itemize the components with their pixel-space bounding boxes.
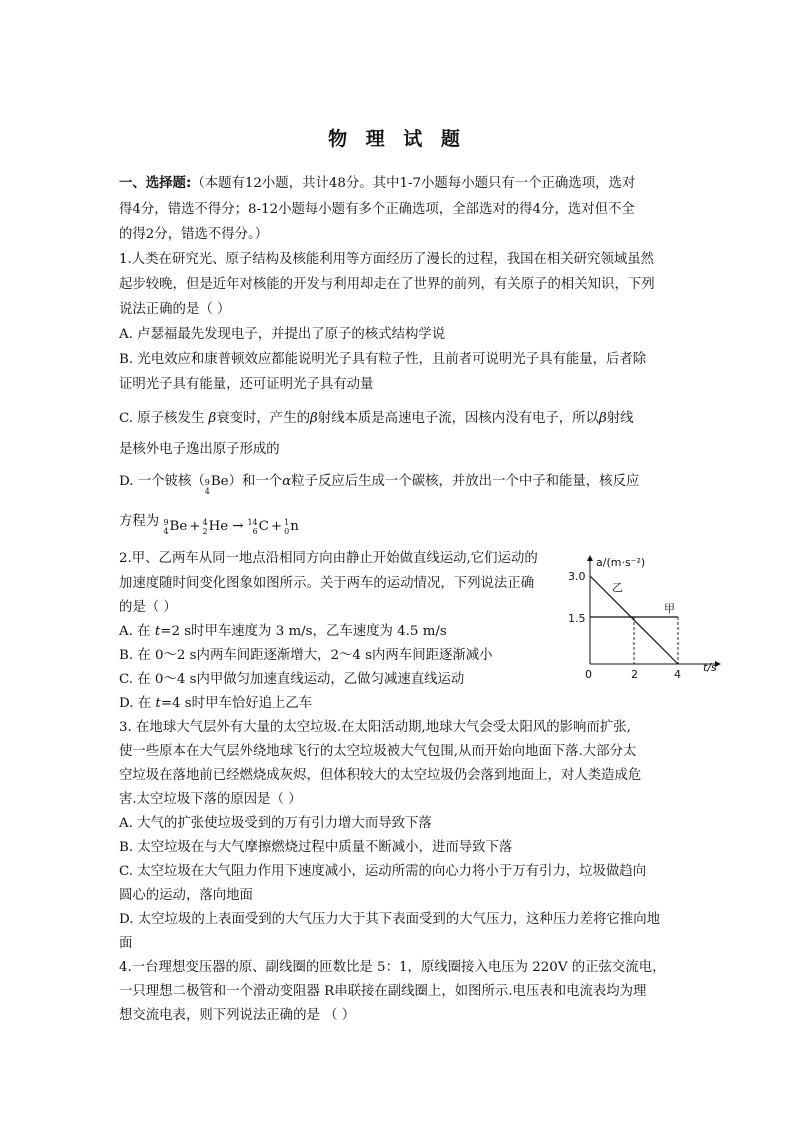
q3-option-c-line-2: 圆心的运动，落向地面 <box>119 888 253 903</box>
q3-option-a: A. 大气的扩张使垃圾受到的万有引力增大而导致下落 <box>119 816 432 831</box>
q2-stem-line-2: 加速度随时间变化图象如图所示。关于两车的运动情况，下列说法正确 <box>119 576 535 591</box>
q3-option-d-line-1: D. 太空垃圾的上表面受到的大气压力大于其下表面受到的大气压力，这种压力差将它推向地 <box>119 912 661 927</box>
q1-option-d-line-2: 方程为 9 4 Be + 4 2 He → 14 6 C + 1 0 n <box>119 514 299 536</box>
page-title: 物 理 试 题 <box>328 128 466 150</box>
q3-option-d-line-2: 面 <box>119 936 133 951</box>
q1-option-b-line-1: B. 光电效应和康普顿效应都能说明光子具有粒子性，且前者可说明光子具有能量，后者除 <box>119 352 647 367</box>
x-tick-4: 4 <box>674 668 681 680</box>
nuclear-equation: 9 4 Be + 4 2 He → 14 6 C + 1 0 n <box>163 518 299 536</box>
q3-line-4: 害.太空垃圾下落的原因是（ ） <box>119 792 302 807</box>
beta-symbol: β <box>309 411 318 426</box>
q3-line-2: 使一些原本在大气层外绕地球飞行的太空垃圾被大气包围,从而开始向地面下落.大部分太 <box>119 744 637 759</box>
section-intro-line-2: 得4分，错选不得分；8-12小题每小题有多个正确选项，全部选对的得4分，选对但不全 <box>119 202 635 217</box>
acceleration-time-graph <box>560 550 740 680</box>
q1-option-a: A. 卢瑟福最先发现电子，并提出了原子的核式结构学说 <box>119 327 446 342</box>
section-intro-text: （本题有12小题，共计48分。其中1-7小题每小题只有一个正确选项，选对 <box>191 176 636 191</box>
x-tick-0: 0 <box>585 668 592 680</box>
section-intro-line-1 <box>119 174 635 194</box>
beta-symbol: β <box>598 411 607 426</box>
q2-option-d: D. 在 t=4 s时甲车恰好追上乙车 <box>119 696 313 711</box>
label-yi: 乙 <box>612 581 623 594</box>
q3-option-b: B. 太空垃圾在与大气摩擦燃烧过程中质量不断减小，进而导致下落 <box>119 840 513 855</box>
q4-line-3: 想交流电表，则下列说法正确的是 （ ） <box>119 1008 356 1023</box>
y-tick-3: 3.0 <box>568 570 586 583</box>
section-heading: 一、选择题: <box>119 176 192 191</box>
beryllium-nuclide: 9 4 <box>204 478 210 496</box>
q1-stem-line-3: 说法正确的是（ ） <box>119 302 231 317</box>
q2-option-c: C. 在 0～4 s内甲做匀加速直线运动，乙做匀减速直线运动 <box>119 672 465 687</box>
x-tick-2: 2 <box>631 668 638 680</box>
q2-option-a: A. 在 t=2 s时甲车速度为 3 m/s，乙车速度为 4.5 m/s <box>119 624 447 639</box>
q1-stem-line-2: 起步较晚，但是近年对核能的开发与利用却走在了世界的前列，有关原子的相关知识，下列 <box>119 277 655 292</box>
q1-option-c-line-2: 是核外电子逸出原子形成的 <box>119 442 280 457</box>
section-intro-line-3: 的得2分，错选不得分。） <box>119 227 269 242</box>
q1-option-d-line-1: D. 一个铍核（ 9 4 Be）和一个α粒子反应后生成一个碳核，并放出一个中子和能量，核反应 <box>119 474 640 496</box>
alpha-symbol: α <box>282 474 292 489</box>
q4-line-1: 4.一台理想变压器的原、副线圈的匝数比是 5：1，原线圈接入电压为 220V 的正弦交流电， <box>119 960 666 975</box>
label-jia: 甲 <box>664 602 675 615</box>
q1-option-c-line-1: C. 原子核发生 β衰变时，产生的β射线本质是高速电子流，因核内没有电子，所以β射线 <box>119 411 634 426</box>
y-tick-1-5: 1.5 <box>568 612 586 625</box>
q3-option-c-line-1: C. 太空垃圾在大气阻力作用下速度减小，运动所需的向心力将小于万有引力，垃圾做趋向 <box>119 864 647 879</box>
beta-symbol: β <box>208 411 217 426</box>
y-axis-label: a/(m·s⁻²) <box>596 556 646 569</box>
q4-line-2: 一只理想二极管和一个滑动变阻器 R串联接在副线圈上，如图所示.电压表和电流表均为理 <box>119 984 647 999</box>
q2-stem-line-3: 的是（ ） <box>119 600 177 615</box>
q3-line-1: 3. 在地球大气层外有大量的太空垃圾.在太阳活动期,地球大气会受太阳风的影响而扩张, <box>119 720 631 735</box>
x-axis-label: t/s <box>703 661 717 674</box>
q2-stem-line-1: 2.甲、乙两车从同一地点沿相同方向由静止开始做直线运动,它们运动的 <box>119 551 538 566</box>
q3-line-3: 空垃圾在落地前已经燃烧成灰烬，但体积较大的太空垃圾仍会落到地面上，对人类造成危 <box>119 768 642 783</box>
q1-option-b-line-2: 证明光子具有能量，还可证明光子具有动量 <box>119 377 374 392</box>
q1-stem-line-1: 1.人类在研究光、原子结构及核能利用等方面经历了漫长的过程，我国在相关研究领域虽然 <box>119 252 655 267</box>
q2-option-b: B. 在 0～2 s内两车间距逐渐增大，2～4 s内两车间距逐渐减小 <box>119 648 493 663</box>
